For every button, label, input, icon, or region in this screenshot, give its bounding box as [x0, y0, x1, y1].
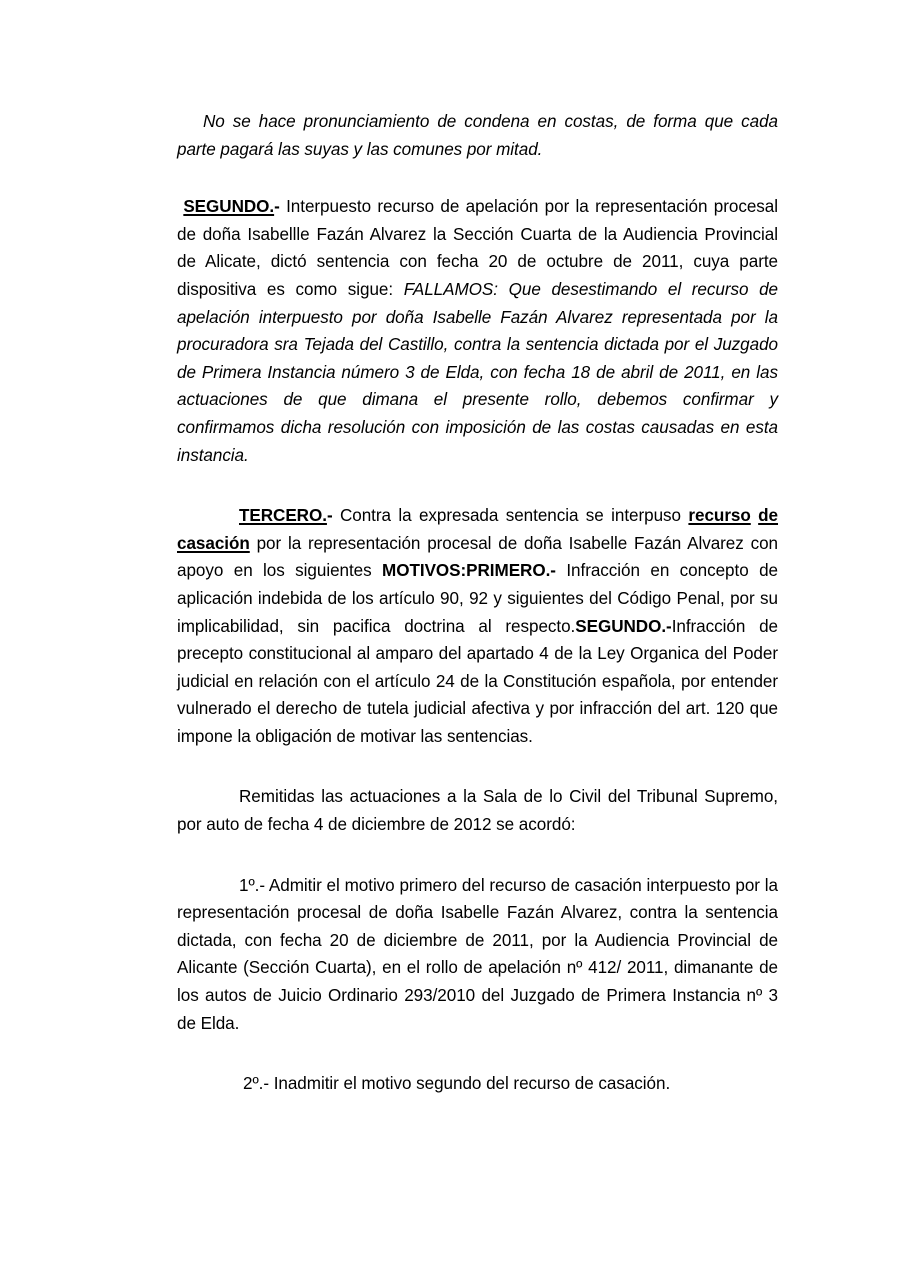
tercero-heading: TERCERO.: [239, 506, 327, 526]
paragraph-punto-2: 2º.- Inadmitir el motivo segundo del recurso de casación.: [243, 1074, 671, 1094]
tercero-segment-3: Infracción en concepto de aplicación indebida de los artículo 90, 92 y siguientes del Código Penal, por su implicabilidad, sin pacifica doctrina al respecto.: [177, 561, 778, 636]
tercero-segment-2: por la representación procesal de doña Isabelle Fazán Alvarez con apoyo en los siguientes: [177, 533, 778, 581]
paragraph-segundo: [177, 193, 778, 469]
document-text-column: [177, 108, 778, 1098]
paragraph-tercero: [177, 502, 778, 750]
paragraph-punto-1: 1º.- Admitir el motivo primero del recurso de casación interpuesto por la representación procesal de doña Isabelle Fazán Alvarez, contra la sentencia dictada, con fecha 20 de diciembre de 2011, por la Audiencia Provincial de Alicante (Sección Cuarta), en el rollo de apelación nº 412/ 2011, dimanante de los autos de Juicio Ordinario 293/2010 del Juzgado de Primera Instancia nº 3 de Elda.: [177, 875, 778, 1033]
paragraph-costas: No se hace pronunciamiento de condena en costas, de forma que cada parte pagará las suyas y las comunes por mitad.: [177, 112, 778, 159]
motivo-segundo-label: SEGUNDO.-: [575, 616, 672, 636]
paragraph-spacer: [177, 839, 778, 872]
segundo-heading: SEGUNDO.: [183, 197, 275, 217]
paragraph-spacer: [177, 469, 778, 502]
tercero-segment-4: Infracción de precepto constitucional al amparo del apartado 4 de la Ley Organica del Poder judicial en relación con el artículo 24 de la Constitución española, por entender vulnerado el derecho de tutela judicial afectiva y por infracción del art. 120 que impone la obligación de motivar las sentencias.: [177, 616, 778, 746]
emphasis-recurso: recurso: [688, 506, 751, 526]
paragraph-spacer: [177, 750, 778, 783]
segundo-body-text: Interpuesto recurso de apelación por la representación procesal de doña Isabellle Fazán Alvarez la Sección Cuarta de la Audiencia Provincial de Alicate, dictó sentencia con fecha 20 de octubre de 2011, cuya parte dispositiva es como sigue:: [177, 197, 778, 299]
paragraph-spacer: [177, 163, 778, 193]
emphasis-de: de: [758, 506, 779, 526]
segundo-heading-dash: -: [274, 197, 280, 217]
tercero-segment-1: Contra la expresada sentencia se interpuso: [332, 506, 689, 526]
motivos-primero-label: MOTIVOS:PRIMERO.-: [382, 561, 556, 581]
tercero-heading-dash: -: [326, 506, 333, 526]
emphasis-casacion: casación: [177, 533, 250, 553]
paragraph-remitidas: Remitidas las actuaciones a la Sala de lo Civil del Tribunal Supremo, por auto de fecha 4 de diciembre de 2012 se acordó:: [177, 787, 778, 835]
paragraph-spacer: [177, 1037, 778, 1070]
segundo-quoted-ruling: FALLAMOS: Que desestimando el recurso de apelación interpuesto por doña Isabelle Fazán Alvarez representada por la procuradora sra Tejada del Castillo, contra la sentencia dictada por el Juzgado de Primera Instancia número 3 de Elda, con fecha 18 de abril de 2011, en las actuaciones de que dimana el presente rollo, debemos confirmar y confirmamos dicha resolución con imposición de las costas causadas en esta instancia.: [177, 279, 778, 465]
